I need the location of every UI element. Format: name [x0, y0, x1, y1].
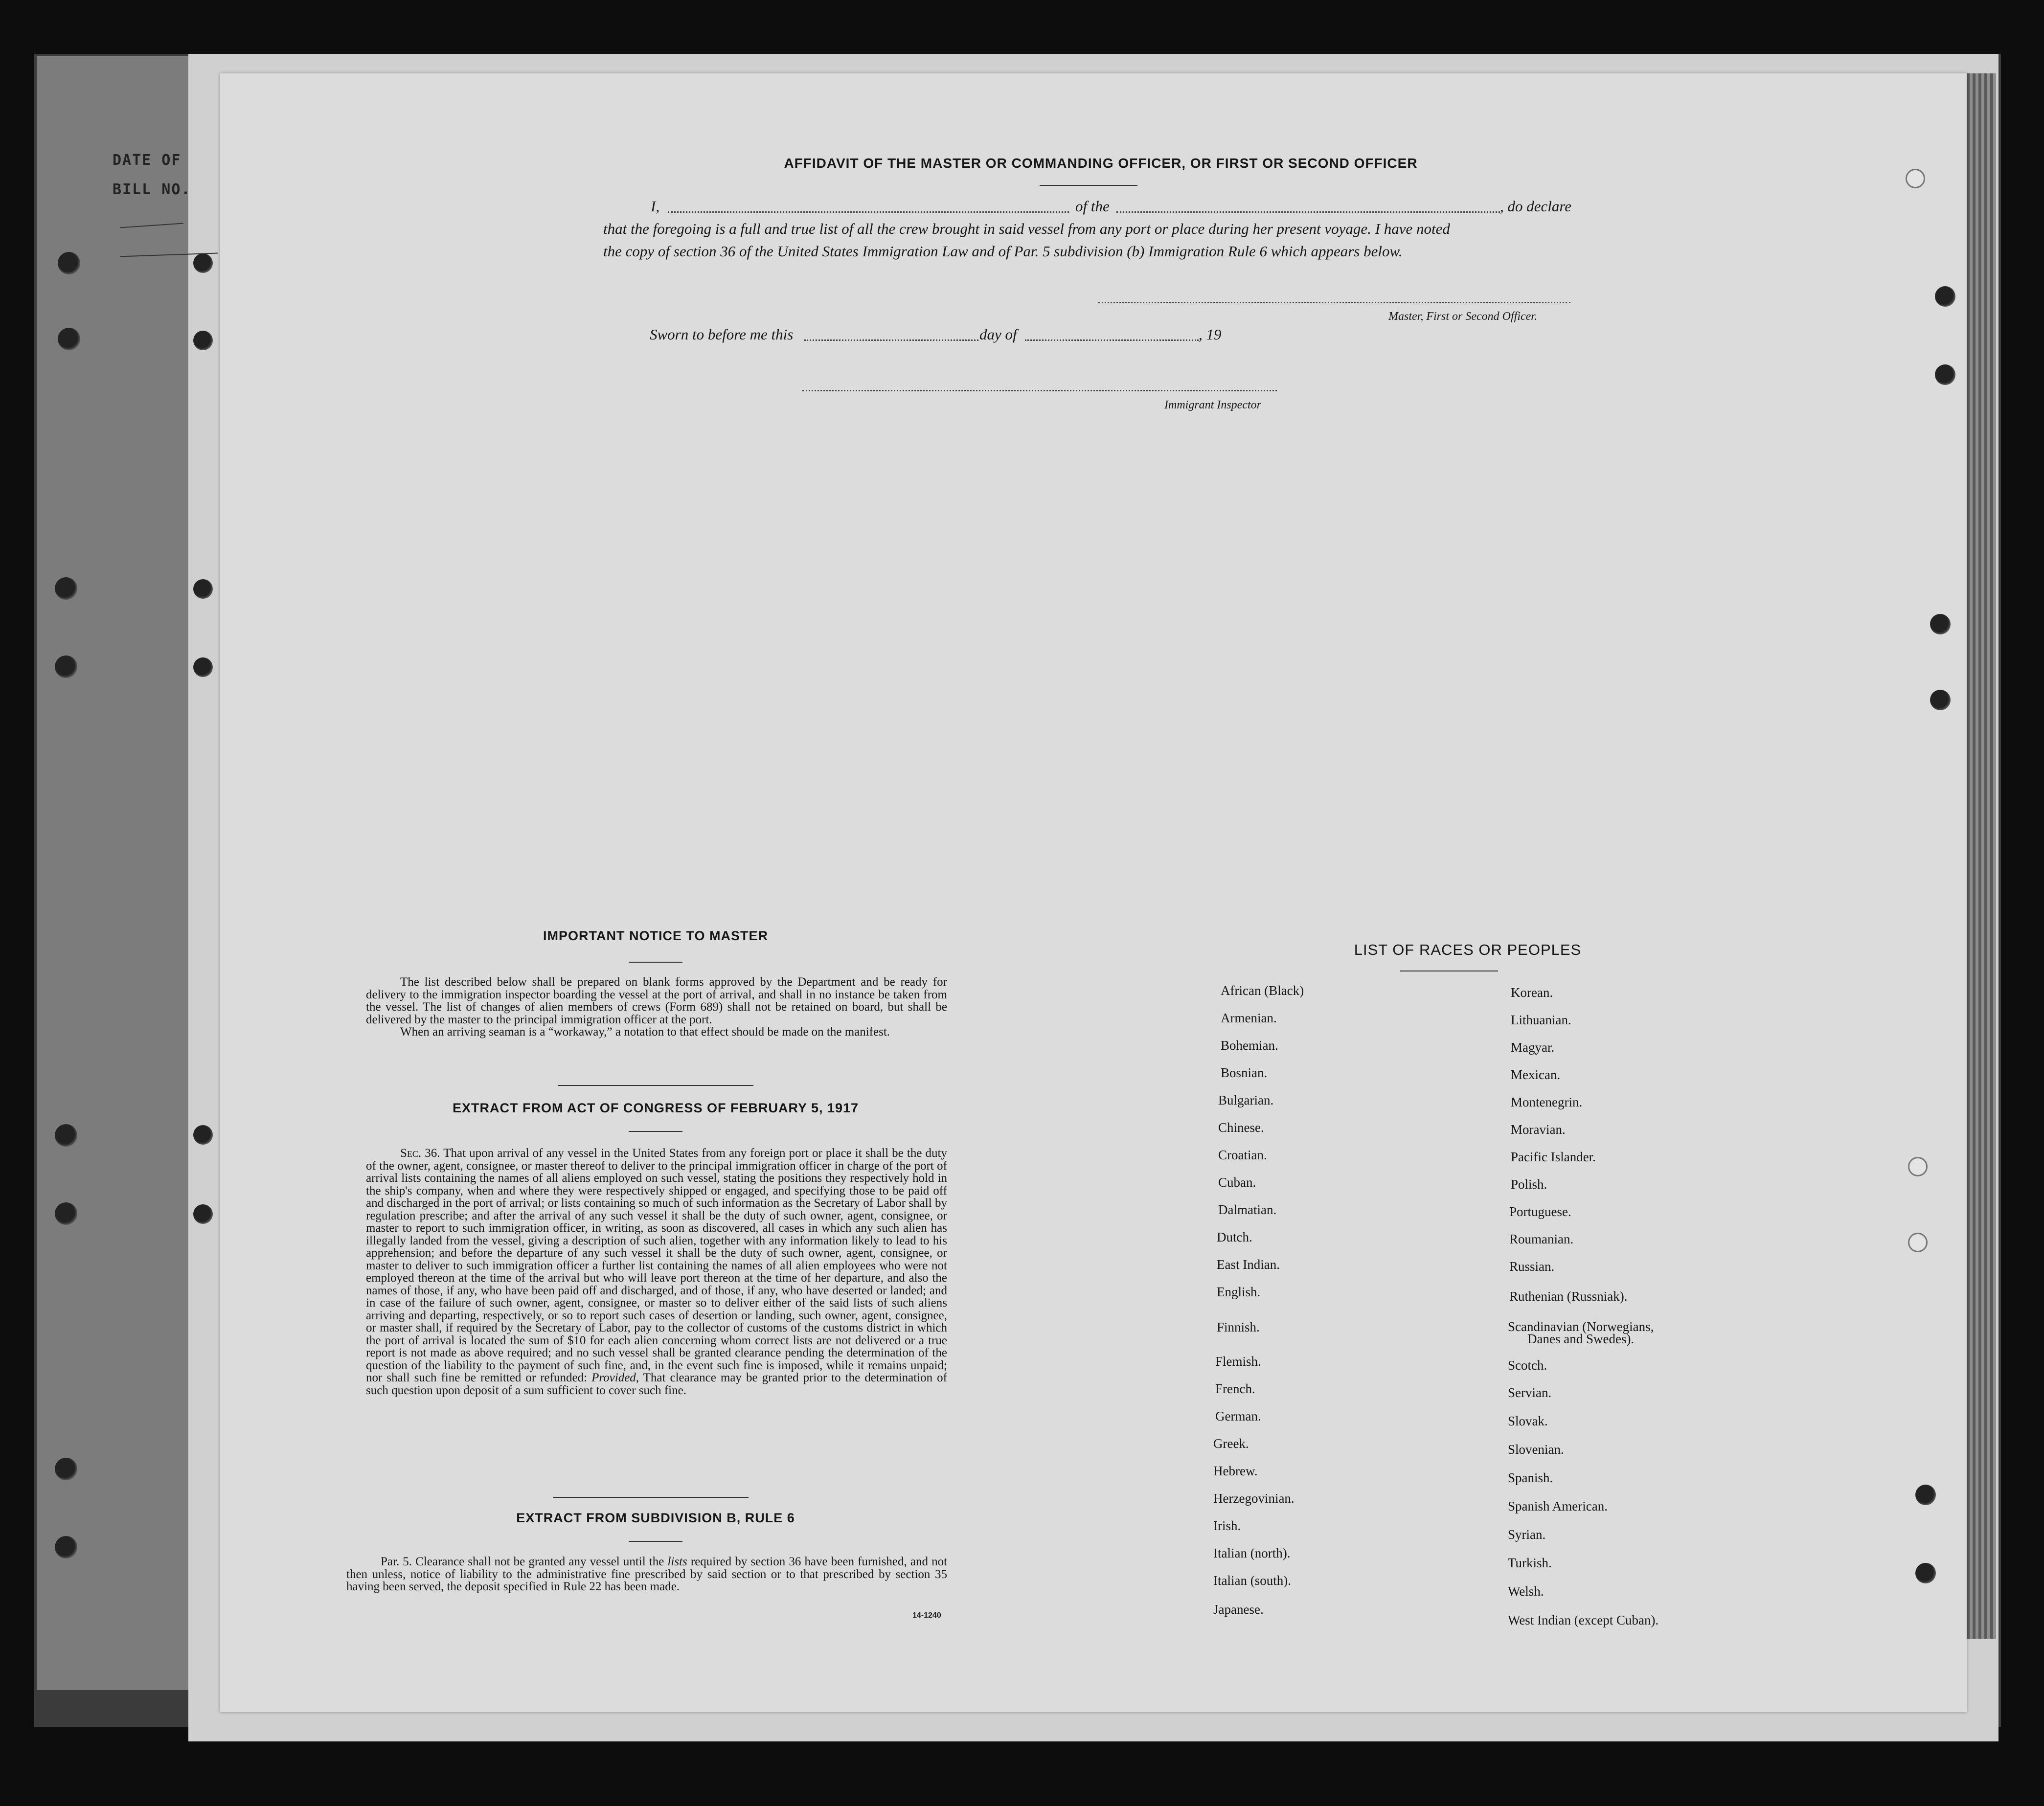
race-item: Italian (south).	[1213, 1573, 1291, 1588]
page-hole	[1935, 286, 1955, 307]
race-item: Flemish.	[1215, 1354, 1261, 1369]
rule-text-b: required by section 36 have been furnished, and not then unless, notice of liability to the administrative fine prescribed by said section or to that prescribed by section 35 having been served, the deposit specified in Rule 22 has been made.	[346, 1555, 948, 1593]
race-item: German.	[1215, 1409, 1261, 1423]
race-item: Russian.	[1509, 1259, 1555, 1274]
race-item: Lithuanian.	[1511, 1013, 1571, 1027]
notice-title: IMPORTANT NOTICE TO MASTER	[543, 928, 768, 943]
lists-word: lists	[667, 1555, 687, 1568]
race-item: Armenian.	[1221, 1011, 1277, 1025]
page-hole	[193, 579, 213, 599]
race-item: Scotch.	[1508, 1358, 1547, 1373]
affidavit-title: AFFIDAVIT OF THE MASTER OR COMMANDING OFFICER, OR FIRST OR SECOND OFFICER	[784, 156, 1418, 171]
rule-text-a: Par. 5. Clearance shall not be granted any vessel until the	[381, 1555, 664, 1568]
race-item: Bosnian.	[1221, 1065, 1268, 1080]
sworn-month-field[interactable]	[1025, 328, 1199, 341]
race-item: Ruthenian (Russniak).	[1509, 1289, 1628, 1304]
sworn-label: Sworn to before me this	[650, 326, 794, 343]
act-extract-body	[366, 1147, 947, 1397]
act-text-end: That clearance may be granted prior to the determination of such question upon deposit of a sum sufficient to cover such fine.	[366, 1371, 948, 1397]
binder-hole	[55, 1202, 77, 1225]
race-item: Scandinavian (Norwegians,	[1508, 1319, 1654, 1334]
race-item: Hebrew.	[1213, 1464, 1258, 1478]
page-hole	[1908, 1157, 1928, 1176]
race-item: Cuban.	[1218, 1175, 1256, 1190]
binder-hole	[55, 577, 77, 600]
race-item: French.	[1215, 1381, 1255, 1396]
notice-rule	[629, 962, 682, 963]
bill-stamp: BILL NO.	[113, 181, 191, 198]
race-item: Dalmatian.	[1218, 1202, 1277, 1217]
binder-hole	[55, 655, 77, 678]
race-item: Finnish.	[1217, 1320, 1260, 1334]
manifest-page	[220, 73, 1967, 1712]
notice-body	[366, 976, 947, 1038]
race-item: Slovak.	[1508, 1414, 1548, 1428]
form-number: 14-1240	[912, 1611, 941, 1620]
notice-para-1: The list described below shall be prepared on blank forms approved by the Department and be ready for delivery to the immigration inspector boarding the vessel at the port of arrival, and shall in no instance be taken from the vessel. The list of changes of alien members of crews (Form 689) shall not be retained on board, but shall be delivered by the master to the principal immigration officer at the port.	[366, 975, 947, 1026]
race-item: Herzegovinian.	[1213, 1491, 1295, 1506]
page-hole	[193, 657, 213, 677]
signature-field[interactable]	[1098, 291, 1570, 303]
page-hole	[1915, 1563, 1936, 1583]
race-item: Chinese.	[1218, 1120, 1264, 1135]
race-item: Dutch.	[1217, 1230, 1252, 1244]
affidavit-line3: the copy of section 36 of the United States Immigration Law and of Par. 5 subdivision (b) Immigration Rule 6 which appears below.	[603, 243, 1403, 260]
section-label: Sec.	[400, 1147, 422, 1160]
day-of-label: day of	[979, 326, 1017, 343]
race-item: Polish.	[1511, 1177, 1547, 1192]
inspector-signature-field[interactable]	[802, 380, 1277, 391]
race-item: Pacific Islander.	[1511, 1150, 1596, 1164]
notice-para-2: When an arriving seaman is a “workaway,” a notation to that effect should be made on the manifest.	[400, 1025, 890, 1038]
page-hole	[1915, 1485, 1936, 1505]
section-rule	[553, 1497, 749, 1498]
page-hole	[193, 1125, 213, 1145]
race-item: Roumanian.	[1509, 1232, 1574, 1246]
race-item: Welsh.	[1508, 1584, 1544, 1599]
race-item: West Indian (except Cuban).	[1508, 1613, 1659, 1627]
page-hole	[1930, 690, 1951, 710]
races-title: LIST OF RACES OR PEOPLES	[1354, 941, 1582, 958]
year-label: , 19	[1199, 326, 1222, 343]
race-item: Greek.	[1213, 1436, 1249, 1451]
race-item: Danes and Swedes).	[1527, 1332, 1635, 1346]
race-item: Bohemian.	[1221, 1038, 1278, 1053]
affidavit-line2: that the foregoing is a full and true list of all the crew brought in said vessel from any port or place during her present voyage. I have noted	[603, 220, 1450, 237]
race-item: Moravian.	[1511, 1122, 1566, 1137]
section-rule	[558, 1085, 753, 1086]
rule-rule	[629, 1541, 682, 1542]
page-hole	[1930, 614, 1951, 634]
signature-label: Master, First or Second Officer.	[1388, 310, 1537, 323]
race-item: Montenegrin.	[1511, 1095, 1583, 1109]
act-text: 36. That upon arrival of any vessel in the United States from any foreign port or place it shall be the duty of the owner, agent, consignee, or master thereof to deliver to the principal immigration officer in charge of the port of arrival lists containing the names of all aliens employed on such vessel, stating the positions they respectively hold in the ship's company, when and where they were respectively shipped or engaged, and specifying those to be paid off and discharged in the port of arrival; or lists containing so much of such information as the Secretary of Labor shall by regulation prescribe; and after the arrival of any such vessel it shall be the duty of such owner, agent, consignee, or master to report to such immigration officer, in writing, as soon as discovered, all cases in which any such alien has illegally landed from the vessel, giving a description of such alien, together with any information likely to lead to his apprehension; and before the departure of any such vessel it shall be the duty of such owner, agent, consignee, or master to deliver to such immigration officer a further list containing the names of all alien employees who were not employed thereon at the time of the arrival but who will leave port thereon at the time of her departure, and also the names of those, if any, who have been paid off and discharged, and of those, if any, who have deserted or landed; and in case of the failure of such owner, agent, consignee, or master so to deliver either of the said lists of such aliens arriving and departing, respectively, or so to report such cases of desertion or landing, such owner, agent, consignee, or master shall, if required by the Secretary of Labor, pay to the collector of customs of the customs district in which the port of arrival is located the sum of $10 for each alien concerning whom correct lists are not delivered or a true report is not made as above required; and no such vessel shall be granted clearance pending the determination of the question of the liability to the payment of such fine, and, in the event such fine is imposed, while it remains unpaid; nor shall such fine be remitted or refunded:	[366, 1147, 947, 1384]
affidavit-i: I,	[651, 198, 660, 215]
page-hole	[1908, 1233, 1928, 1252]
race-item: East Indian.	[1217, 1257, 1280, 1272]
race-item: Spanish American.	[1508, 1499, 1608, 1513]
race-item: Italian (north).	[1213, 1546, 1291, 1560]
page-hole	[193, 1204, 213, 1224]
race-item: Portuguese.	[1509, 1204, 1571, 1219]
race-item: Syrian.	[1508, 1527, 1546, 1542]
binder-spine	[37, 56, 198, 1690]
race-item: Irish.	[1213, 1518, 1241, 1533]
race-item: Bulgarian.	[1218, 1093, 1274, 1107]
act-rule	[629, 1131, 682, 1132]
page-hole	[1935, 364, 1955, 385]
race-item: Servian.	[1508, 1385, 1552, 1400]
race-item: Korean.	[1511, 985, 1553, 1000]
inspector-label: Immigrant Inspector	[1164, 399, 1261, 411]
page-hole	[1906, 169, 1925, 188]
date-stamp: DATE OF	[113, 152, 182, 169]
race-item: Japanese.	[1213, 1602, 1264, 1617]
binder-hole	[55, 1458, 77, 1480]
rule-extract-title: EXTRACT FROM SUBDIVISION B, RULE 6	[516, 1511, 795, 1525]
name-field[interactable]	[668, 200, 1069, 213]
page-hole	[193, 331, 213, 350]
affidavit-do-declare: , do declare	[1500, 198, 1572, 215]
rule-extract-body	[346, 1556, 947, 1593]
provided-word: Provided,	[591, 1371, 639, 1384]
race-item: Croatian.	[1218, 1148, 1267, 1162]
affidavit-of-the: of the	[1075, 198, 1110, 215]
binder-hole	[58, 252, 80, 274]
binder-hole	[55, 1124, 77, 1147]
vessel-field[interactable]	[1116, 200, 1500, 213]
binder-hole	[55, 1536, 77, 1558]
race-item: English.	[1217, 1285, 1261, 1299]
act-extract-title: EXTRACT FROM ACT OF CONGRESS OF FEBRUARY 5, 1917	[452, 1101, 859, 1115]
page-hole	[193, 253, 213, 273]
race-item: Mexican.	[1511, 1067, 1561, 1082]
race-item: African (Black)	[1221, 983, 1304, 998]
title-rule	[1040, 185, 1137, 186]
race-item: Turkish.	[1508, 1556, 1552, 1570]
binder-hole	[58, 328, 80, 350]
race-item: Spanish.	[1508, 1470, 1553, 1485]
race-item: Magyar.	[1511, 1040, 1555, 1055]
race-item: Slovenian.	[1508, 1442, 1564, 1457]
sworn-day-field[interactable]	[804, 328, 978, 341]
